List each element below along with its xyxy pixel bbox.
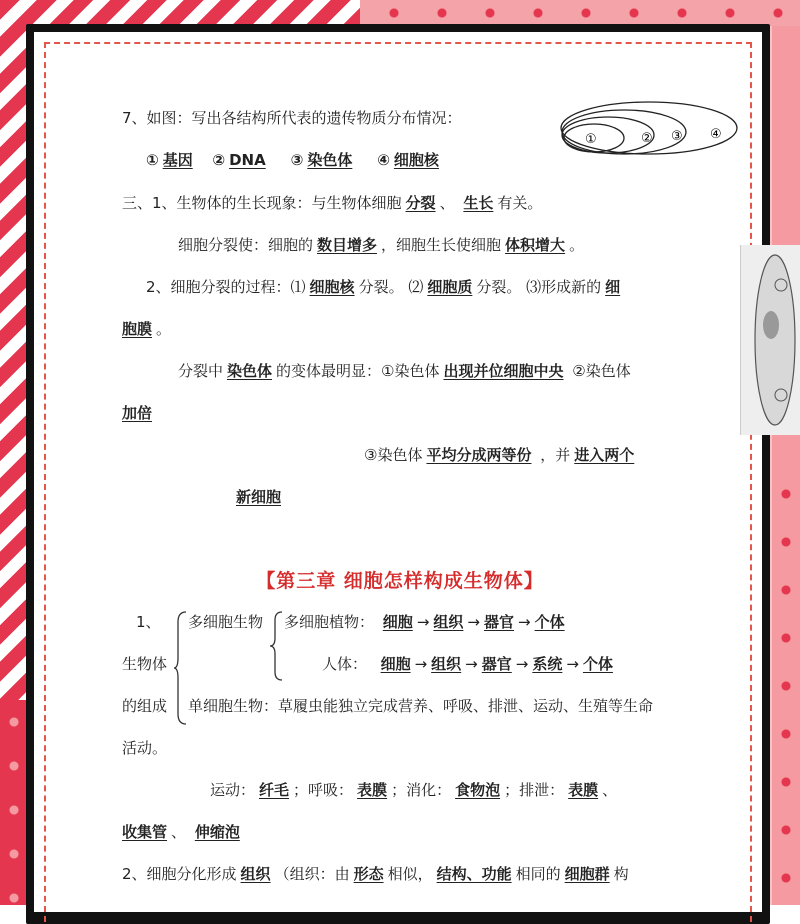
human-individual: 个体 <box>582 655 613 673</box>
left-dots-decoration <box>0 700 28 905</box>
blank-growth: 生长 <box>463 194 494 212</box>
answer-1: 基因 <box>162 151 193 169</box>
chromosome-split-line: ③染色体 平均分成两等份 ，并 进入两个 <box>364 444 638 466</box>
blank-enter-two-part1: 进入两个 <box>574 446 635 464</box>
blank-nucleus: 细胞核 <box>309 278 355 296</box>
answer-num-1: ① <box>146 151 159 169</box>
plant-chain: 多细胞植物： 细胞 → 组织 → 器官 → 个体 <box>284 611 569 633</box>
q7-answers <box>146 149 443 171</box>
blank-number-increase: 数目增多 <box>317 236 378 254</box>
blank-collecting-canal: 收集管 <box>122 823 168 841</box>
top-stripe-decoration <box>0 0 360 26</box>
blank-division: 分裂 <box>405 194 436 212</box>
blank-pellicle-excrete: 表膜 <box>568 781 599 799</box>
arrow-icon: → <box>518 613 531 631</box>
blank-membrane-part2: 胞膜 <box>122 320 153 338</box>
blank-membrane-part1: 细 <box>605 278 621 296</box>
blank-volume-increase: 体积增大 <box>505 236 566 254</box>
right-dots-decoration <box>772 470 800 905</box>
answer-2: DNA <box>229 151 266 169</box>
human-tissue: 组织 <box>431 655 462 673</box>
blank-contractile-vacuole: 伸缩泡 <box>194 823 240 841</box>
blank-cell-group: 细胞群 <box>564 865 610 883</box>
arrow-icon: → <box>467 613 480 631</box>
human-chain: 人体： 细胞 → 组织 → 器官 → 系统 → 个体 <box>322 653 617 675</box>
nested-ovals-diagram <box>558 96 740 156</box>
answer-num-3: ③ <box>290 151 304 169</box>
blank-center: 出现并位细胞中央 <box>443 362 564 380</box>
oval-label-3: ③ <box>671 129 683 144</box>
top-dots-decoration <box>360 0 800 26</box>
multicellular-label: 多细胞生物 <box>188 613 264 631</box>
paramecium-image <box>740 245 800 435</box>
blank-pellicle-breath: 表膜 <box>357 781 388 799</box>
blank-chromosome: 染色体 <box>227 362 273 380</box>
answer-num-4: ④ <box>377 151 390 169</box>
blank-shape: 形态 <box>353 865 384 883</box>
blank-double: 加倍 <box>122 404 153 422</box>
growth-line: 三、1、生物体的生长现象：与生物体细胞 分裂 、 生长 有关。 <box>122 194 543 212</box>
oval-label-4: ④ <box>710 127 722 142</box>
paramecium-functions-cont: 收集管 、 伸缩泡 <box>118 821 244 843</box>
blank-cilia: 纤毛 <box>259 781 290 799</box>
ch3-left-2: 的组成 <box>122 697 168 715</box>
plant-organ: 器官 <box>483 613 514 631</box>
oval-label-1: ① <box>585 132 597 147</box>
unicellular-line-cont: 活动。 <box>122 739 168 757</box>
arrow-icon: → <box>416 613 430 631</box>
human-organ: 器官 <box>481 655 512 673</box>
arrow-icon: → <box>515 655 529 673</box>
blank-cytoplasm: 细胞质 <box>427 278 473 296</box>
paramecium-functions: 运动： 纤毛 ；呼吸： 表膜 ；消化： 食物泡 ；排泄： 表膜 、 <box>210 781 618 799</box>
chromosome-split-line-cont <box>232 486 285 508</box>
chapter-title: 【第三章 细胞怎样构成生物体】 <box>256 570 544 592</box>
arrow-icon: → <box>414 655 428 673</box>
q7-prompt: 7、如图：写出各结构所代表的遗传物质分布情况： <box>122 109 462 127</box>
arrow-icon: → <box>465 655 478 673</box>
answer-3: 染色体 <box>307 151 353 169</box>
chromosome-line: 分裂中 染色体 的变体最明显：①染色体 出现并位细胞中央 ②染色体 <box>178 362 631 380</box>
division-process-line-cont: 胞膜 。 <box>118 318 171 340</box>
division-process-line: 2、细胞分裂的过程：⑴ 细胞核 分裂。 ⑵ 细胞质 分裂。 ⑶形成新的 细 <box>146 276 624 298</box>
chromosome-line-cont <box>118 402 156 424</box>
oval-label-2: ② <box>641 131 653 146</box>
differentiation-line: 2、细胞分化形成 组织 （组织：由 形态 相似， 结构、功能 相同的 细胞群 构 <box>122 865 629 883</box>
blank-split-equal: 平均分成两等份 <box>426 446 532 464</box>
arrow-icon: → <box>566 655 579 673</box>
ch3-num: 1、 <box>136 613 161 631</box>
blank-enter-two-part2: 新细胞 <box>236 488 282 506</box>
ch3-left-1: 生物体 <box>122 655 168 673</box>
blank-food-vacuole: 食物泡 <box>455 781 501 799</box>
answer-num-2: ② <box>212 151 226 169</box>
unicellular-line: 单细胞生物：草履虫能独立完成营养、呼吸、排泄、运动、生殖等生命 <box>188 697 654 715</box>
plant-tissue: 组织 <box>433 613 464 631</box>
blank-tissue: 组织 <box>240 865 271 883</box>
answer-4: 细胞核 <box>393 151 439 169</box>
small-brace-icon <box>270 610 284 682</box>
division-effect-line: 细胞分裂使：细胞的 数目增多 ，细胞生长使细胞 体积增大 。 <box>178 236 585 254</box>
plant-cell: 细胞 <box>382 613 413 631</box>
big-brace-icon <box>174 610 188 726</box>
plant-individual: 个体 <box>534 613 565 631</box>
human-cell: 细胞 <box>380 655 411 673</box>
human-system: 系统 <box>532 655 563 673</box>
blank-structure-function: 结构、功能 <box>436 865 512 883</box>
